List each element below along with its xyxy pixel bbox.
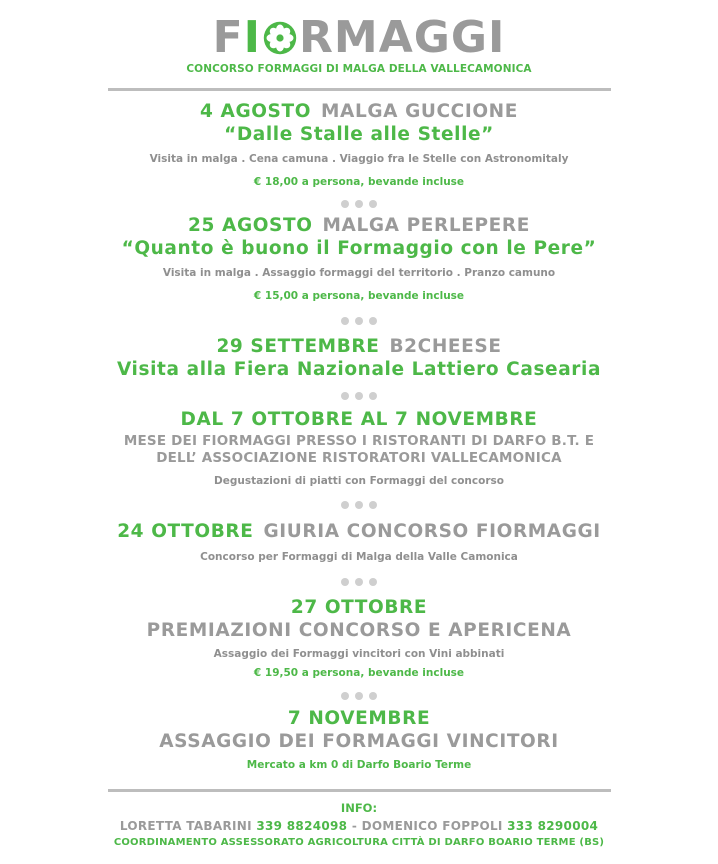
logo-text-rmaggi: RMAGGI bbox=[299, 12, 506, 63]
separator-dots bbox=[0, 198, 718, 208]
logo-letter-i: I bbox=[243, 12, 262, 63]
contact-2-name: DOMENICO FOPPOLI bbox=[361, 819, 503, 833]
event-6-subtitle: PREMIAZIONI CONCORSO E APERICENA bbox=[146, 620, 572, 641]
event-3-place: B2CHEESE bbox=[389, 336, 502, 357]
separator-dots bbox=[0, 690, 718, 700]
contact-2-phone: 333 8290004 bbox=[507, 819, 599, 833]
separator-dots bbox=[0, 499, 718, 509]
separator-dots bbox=[0, 315, 718, 325]
event-4-line-1: MESE DEI FIORMAGGI PRESSO I RISTORANTI DI DARFO B.T. E bbox=[123, 433, 595, 449]
event-7-details: Mercato a km 0 di Darfo Boario Terme bbox=[246, 759, 472, 771]
event-3-title: Visita alla Fiera Nazionale Lattiero Casearia bbox=[116, 359, 602, 380]
event-4-details: Degustazioni di piatti con Formaggi del concorso bbox=[213, 475, 504, 487]
event-7-date: 7 NOVEMBRE bbox=[287, 708, 431, 729]
contacts-line bbox=[0, 819, 718, 833]
event-1-title: “Dalle Stalle alle Stelle” bbox=[224, 124, 494, 145]
event-5-details: Concorso per Formaggi di Malga della Valle Camonica bbox=[200, 551, 518, 563]
event-4-line-2: DELL’ ASSOCIAZIONE RISTORATORI VALLECAMONICA bbox=[156, 450, 562, 466]
coordination-line: COORDINAMENTO ASSESSORATO AGRICOLTURA CITTÀ DI DARFO BOARIO TERME (BS) bbox=[113, 837, 605, 848]
event-2-date: 25 AGOSTO bbox=[188, 215, 313, 236]
fiormaggi-logo bbox=[0, 14, 718, 62]
event-6-price: € 19,50 a persona, bevande incluse bbox=[253, 667, 465, 679]
event-1-date: 4 AGOSTO bbox=[200, 101, 312, 122]
event-6-date: 27 OTTOBRE bbox=[290, 597, 428, 618]
event-5-place: GIURIA CONCORSO FIORMAGGI bbox=[263, 521, 601, 542]
contact-1-name: LORETTA TABARINI bbox=[119, 819, 252, 833]
event-2-place: MALGA PERLEPERE bbox=[322, 215, 530, 236]
flower-icon bbox=[262, 20, 298, 56]
event-2-price: € 15,00 a persona, bevande incluse bbox=[253, 290, 465, 302]
event-3-date: 29 SETTEMBRE bbox=[216, 336, 380, 357]
event-1-heading bbox=[0, 101, 718, 123]
event-3-heading bbox=[0, 336, 718, 358]
separator-dots bbox=[0, 390, 718, 400]
event-1-details: Visita in malga . Cena camuna . Viaggio fra le Stelle con Astronomitaly bbox=[149, 153, 569, 165]
event-5-heading bbox=[0, 521, 718, 543]
event-2-heading bbox=[0, 215, 718, 237]
separator-dots bbox=[0, 576, 718, 586]
event-2-details: Visita in malga . Assaggio formaggi del territorio . Pranzo camuno bbox=[162, 267, 556, 279]
event-5-date: 24 OTTOBRE bbox=[117, 521, 254, 542]
event-4-date: DAL 7 OTTOBRE AL 7 NOVEMBRE bbox=[180, 409, 538, 430]
info-heading: INFO: bbox=[340, 801, 378, 815]
event-7-subtitle: ASSAGGIO DEI FORMAGGI VINCITORI bbox=[159, 731, 559, 752]
event-1-price: € 18,00 a persona, bevande incluse bbox=[253, 176, 465, 188]
event-2-title: “Quanto è buono il Formaggio con le Pere” bbox=[121, 238, 597, 259]
contact-1-phone: 339 8824098 bbox=[256, 819, 348, 833]
logo-letter-f: F bbox=[212, 12, 244, 63]
event-1-place: MALGA GUCCIONE bbox=[321, 101, 518, 122]
contest-subtitle: CONCORSO FORMAGGI DI MALGA DELLA VALLECAMONICA bbox=[186, 63, 532, 75]
top-divider bbox=[108, 88, 611, 91]
bottom-divider bbox=[108, 789, 611, 792]
event-6-details: Assaggio dei Formaggi vincitori con Vini abbinati bbox=[213, 648, 505, 660]
contact-separator: - bbox=[351, 819, 358, 833]
